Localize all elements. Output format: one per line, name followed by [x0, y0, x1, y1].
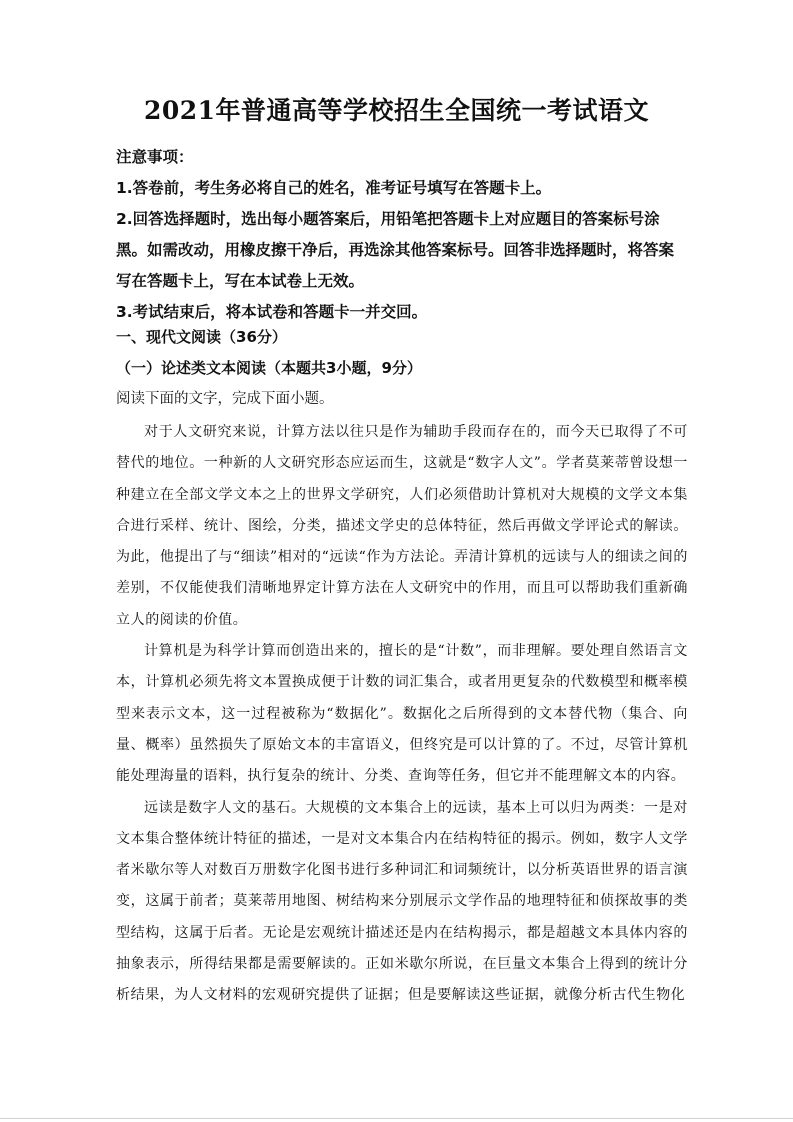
- notice-item-2: 2.回答选择题时，选出每小题答案后，用铅笔把答题卡上对应题目的答案标号涂黑。如需改动，用橡皮擦干净后，再选涂其他答案标号。回答非选择题时，将答案写在答题卡上，写在本试卷上无效。: [116, 210, 675, 290]
- subsection-heading: （一）论述类文本阅读（本题共3小题，9分）: [116, 359, 422, 377]
- notice-item-1: 1.答卷前，考生务必将自己的姓名，准考证号填写在答题卡上。: [116, 179, 552, 197]
- notice-heading: 注意事项：: [116, 148, 194, 166]
- page-bottom-divider: [0, 1118, 793, 1119]
- exam-title: 2021年普通高等学校招生全国统一考试语文: [143, 96, 650, 125]
- passage-paragraph-3: 远读是数字人文的基石。大规模的文本集合上的远读，基本上可以归为两类：一是对文本集合整体统计特征的描述，一是对文本集合内在结构特征的揭示。例如，数字人文学者米歇尔等人对数百万册数字化图书进行多种词汇和词频统计，以分析英语世界的语言演变，这属于前者；莫莱蒂用地图、树结构来分别展示文学作品的地理特征和侦探故事的类型结构，这属于后者。无论是宏观统计描述还是内在结构揭示，都是超越文本具体内容的抽象表示，所得结果都是需要解读的。正如米歇尔所说，在巨量文本集合上得到的统计分析结果，为人文材料的宏观研究提供了证据；但是要解读这些证据，就像分析古代生物化: [116, 799, 688, 1004]
- passage-paragraph-1: 对于人文研究来说，计算方法以往只是作为辅助手段而存在的，而今天已取得了不可替代的地位。一种新的人文研究形态应运而生，这就是“数字人文”。学者莫莱蒂曾设想一种建立在全部文学文本之上的世界文学研究，人们必须借助计算机对大规模的文学文本集合进行采样、统计、图绘，分类，描述文学史的总体特征，然后再做文学评论式的解读。为此，他提出了与“细读”相对的“远读“作为方法论。弄清计算机的远读与人的细读之间的差别，不仅能使我们清晰地界定计算方法在人文研究中的作用，而且可以帮助我们重新确立人的阅读的价值。: [116, 424, 688, 628]
- section-headings: [116, 322, 688, 415]
- notice-item-3: 3.考试结束后，将本试卷和答题卡一并交回。: [116, 303, 428, 321]
- section-heading: 一、现代文阅读（36分）: [116, 328, 287, 346]
- reading-passage: [116, 417, 688, 1012]
- passage-paragraph-2: 计算机是为科学计算而创造出来的，擅长的是“计数”，而非理解。要处理自然语言文本，计算机必须先将文本置换成便于计数的词汇集合，或者用更复杂的代数模型和概率模型来表示文本，这一过程被称为“数据化”。数据化之后所得到的文本替代物（集合、向量、概率）虽然损失了原始文本的丰富语义，但终究是可以计算的了。不过，尽管计算机能处理海量的语料，执行复杂的统计、分类、查询等任务，但它并不能理解文本的内容。: [116, 643, 688, 785]
- reading-instruction: 阅读下面的文字，完成下面小题。: [116, 391, 334, 407]
- notice-block: [116, 142, 688, 328]
